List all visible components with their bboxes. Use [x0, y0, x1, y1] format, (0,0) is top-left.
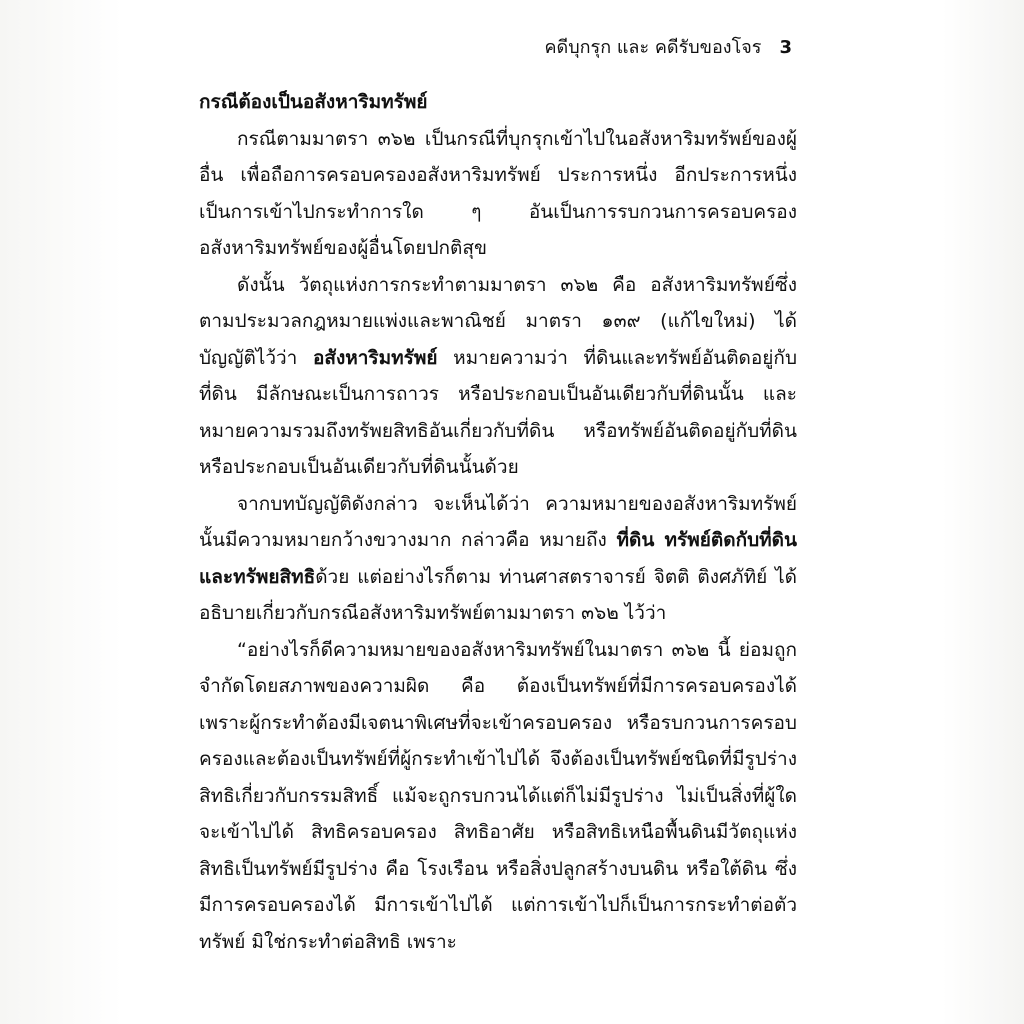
paragraph-3-text-a: จากบทบัญญัติดังกล่าว จะเห็นได้ว่า ความหมายของอสังหาริมทรัพย์นั้นมีความหมายกว้างขวางมาก กล่าวคือ หมายถึง: [199, 492, 797, 551]
running-title: คดีบุกรุก และ คดีรับของโจร: [544, 37, 762, 58]
paragraph-2-bold-term: อสังหาริมทรัพย์: [312, 346, 438, 369]
paragraph-4-quote: “อย่างไรก็ดีความหมายของอสังหาริมทรัพย์ในมาตรา ๓๖๒ นี้ ย่อมถูกจำกัดโดยสภาพของความผิด คือ ต้องเป็นทรัพย์ที่มีการครอบครองได้ เพราะผู้กระทำต้องมีเจตนาพิเศษที่จะเข้าครอบครอง หรือรบกวนการครอบครองและต้องเป็นทรัพย์ที่ผู้กระทำเข้าไปได้ จึงต้องเป็นทรัพย์ชนิดที่มีรูปร่าง สิทธิเกี่ยวกับกรรมสิทธิ์ แม้จะถูกรบกวนได้แต่ก็ไม่มีรูปร่าง ไม่เป็นสิ่งที่ผู้ใดจะเข้าไปได้ สิทธิครอบครอง สิทธิอาศัย หรือสิทธิเหนือพื้นดินมีวัตถุแห่งสิทธิเป็นทรัพย์มีรูปร่าง คือ โรงเรือน หรือสิ่งปลูกสร้างบนดิน หรือใต้ดิน ซึ่งมีการครอบครองได้ มีการเข้าไปได้ แต่การเข้าไปก็เป็นการกระทำต่อตัวทรัพย์ มิใช่กระทำต่อสิทธิ เพราะ: [199, 638, 797, 953]
paragraph-2-text-b: หมายความว่า ที่ดินและทรัพย์อันติดอยู่กับที่ดิน มีลักษณะเป็นการถาวร หรือประกอบเป็นอันเดียวกับที่ดินนั้น และหมายความรวมถึงทรัพยสิทธิอันเกี่ยวกับที่ดิน หรือทรัพย์อันติดอยู่กับที่ดิน หรือประกอบเป็นอันเดียวกับที่ดินนั้นด้วย: [199, 346, 797, 478]
body-text: [199, 84, 797, 960]
paragraph-2-text-a: ดังนั้น วัตถุแห่งการกระทำตามมาตรา ๓๖๒ คือ อสังหาริมทรัพย์ซึ่งตามประมวลกฎหมายแพ่งและพาณิชย์ มาตรา ๑๓๙ (แก้ไขใหม่) ได้บัญญัติไว้ว่า: [199, 273, 797, 369]
paragraph-3: [199, 486, 797, 632]
page-number: 3: [779, 37, 792, 58]
paragraph-3-text-b: ด้วย แต่อย่างไรก็ตาม ท่านศาสตราจารย์ จิตติ ติงศภัทิย์ ได้อธิบายเกี่ยวกับกรณีอสังหาริมทรัพย์ตามมาตรา ๓๖๒ ไว้ว่า: [199, 565, 797, 624]
running-header: [544, 36, 792, 60]
paragraph-2: [199, 267, 797, 486]
paragraph-1: กรณีตามมาตรา ๓๖๒ เป็นกรณีที่บุกรุกเข้าไปในอสังหาริมทรัพย์ของผู้อื่น เพื่อถือการครอบครองอสังหาริมทรัพย์ ประการหนึ่ง อีกประการหนึ่งเป็นการเข้าไปกระทำการใด ๆ อันเป็นการรบกวนการครอบครองอสังหาริมทรัพย์ของผู้อื่นโดยปกติสุข: [199, 127, 797, 259]
paragraph-3-bold-terms: ที่ดิน ทรัพย์ติดกับที่ดิน และทรัพยสิทธิ: [199, 529, 798, 588]
section-heading: กรณีต้องเป็นอสังหาริมทรัพย์: [199, 91, 428, 113]
